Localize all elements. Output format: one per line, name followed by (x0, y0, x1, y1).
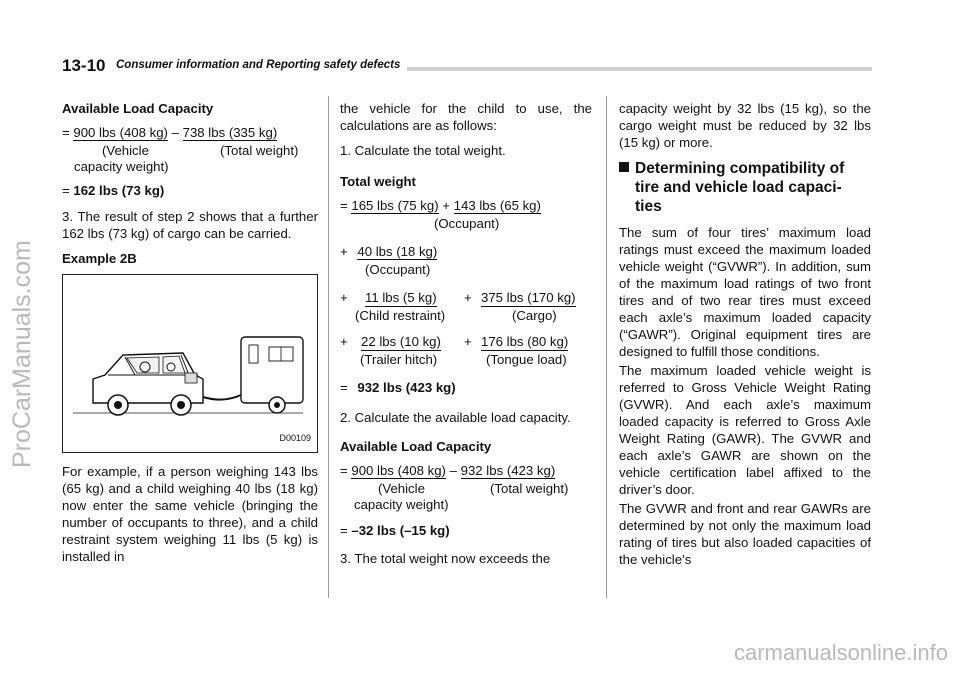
add3b-plus: + (464, 334, 472, 349)
heading-line-3: ties (635, 198, 662, 215)
column-divider (328, 96, 329, 598)
total-value: 932 lbs (423 kg) (357, 380, 456, 395)
eq-caption-2 (62, 158, 318, 174)
eq2-b-caption: (Total weight) (490, 481, 569, 496)
capacity-label: Available Load Capacity (62, 101, 214, 116)
add-line-2 (340, 289, 592, 307)
eq-b-caption: (Total weight) (220, 143, 299, 158)
add1-caption-row (340, 261, 592, 277)
add3-plus: + (340, 334, 348, 349)
intro-paragraph: the vehicle for the child to use, the calculations are as follows: (340, 101, 592, 133)
add-line-1 (340, 243, 592, 261)
add1-plus: + (340, 244, 348, 259)
add1-term: 40 lbs (18 kg) (357, 244, 438, 259)
add1-caption: (Occupant) (365, 262, 431, 277)
add2-term: 11 lbs (5 kg) (365, 290, 437, 305)
eq2-term-b: 932 lbs (423 kg) (460, 463, 556, 478)
eq2-a-caption-2: capacity weight) (354, 497, 449, 512)
footer-watermark: carmanualsonline.info (733, 640, 948, 665)
add2-caption-row (340, 307, 592, 323)
heading-line-1: Determining compatibility of (635, 160, 845, 177)
eq-prefix: = (62, 125, 70, 140)
page-number: 13-10 (62, 56, 106, 75)
column-3 (619, 100, 871, 576)
add-line-3 (340, 333, 592, 351)
tw-term-a: 165 lbs (75 kg) (351, 198, 439, 213)
total-prefix: = (340, 380, 348, 395)
section-title: Consumer information and Reporting safety defects (116, 59, 401, 71)
tw-plus: + (442, 198, 450, 213)
result-prefix: = (62, 183, 70, 198)
result-line-2 (340, 522, 592, 540)
eq2-prefix: = (340, 463, 348, 478)
total-result-line (340, 379, 592, 397)
eq2-caption-2 (340, 496, 592, 512)
tw-caption-row (340, 215, 592, 231)
add2b-term: 375 lbs (170 kg) (481, 290, 576, 305)
add3b-term: 176 lbs (80 kg) (481, 334, 569, 349)
eq-captions (62, 142, 318, 158)
eq2-captions (340, 480, 592, 496)
add3-term: 22 lbs (10 kg) (361, 334, 441, 349)
column-divider (606, 96, 607, 598)
add2-plus: + (340, 290, 348, 305)
eq-minus: – (171, 125, 179, 140)
heading-line-2: tire and vehicle load capaci- (635, 179, 842, 196)
figure-code: D00109 (279, 433, 311, 443)
eq2-minus: – (449, 463, 457, 478)
vehicle-trailer-figure (62, 274, 318, 453)
header-rule (407, 67, 872, 71)
step3-paragraph: 3. The result of step 2 shows that a further 162 lbs (73 kg) of cargo can be carried. (62, 209, 318, 241)
add2b-plus: + (464, 290, 472, 305)
add2-caption: (Child restraint) (355, 308, 446, 323)
column-1 (62, 100, 318, 573)
example-paragraph: For example, if a person weighing 143 lbs (65 kg) and a child weighing 40 lbs (18 kg) now enter the same vehicle (bringing the number of occupants to three), and a child restraint system weighing 11 lbs (5 kg) is installed in (62, 464, 318, 564)
eq-term-b: 738 lbs (335 kg) (182, 125, 278, 140)
result2-prefix: = (340, 523, 348, 538)
step1-text: 1. Calculate the total weight. (340, 143, 506, 158)
eq2-term-a: 900 lbs (408 kg) (351, 463, 446, 478)
tw-prefix: = (340, 198, 348, 213)
eq2-a-caption: (Vehicle (378, 481, 425, 496)
capacity-label-2: Available Load Capacity (340, 439, 492, 454)
result2-value: –32 lbs (–15 kg) (351, 523, 450, 538)
add3-caption: (Trailer hitch) (360, 352, 438, 367)
column-2 (340, 100, 592, 575)
step2-text: 2. Calculate the available load capacity. (340, 410, 571, 425)
section-heading (619, 159, 871, 216)
step3-text: 3. The total weight now exceeds the (340, 551, 551, 566)
eq-a-caption-2: capacity weight) (74, 159, 169, 174)
eq-a-caption: (Vehicle (102, 143, 149, 158)
result-value: 162 lbs (73 kg) (73, 183, 165, 198)
eq-term-a: 900 lbs (408 kg) (73, 125, 168, 140)
page-header (62, 56, 872, 78)
add2b-caption: (Cargo) (512, 308, 557, 323)
tw-term-b: 143 lbs (65 kg) (453, 198, 541, 213)
continued-paragraph: capacity weight by 32 lbs (15 kg), so the cargo weight must be reduced by 32 lbs (15 kg) or more. (619, 101, 871, 150)
capacity-equation (62, 124, 318, 142)
add3b-caption: (Tongue load) (486, 352, 567, 367)
total-line-1 (340, 197, 592, 215)
add3-caption-row (340, 351, 592, 367)
tw-caption: (Occupant) (434, 216, 500, 231)
total-weight-label: Total weight (340, 174, 416, 189)
car-trailer-illustration (63, 275, 317, 452)
side-watermark: ProCarManuals.com (8, 240, 36, 468)
capacity-equation-2 (340, 462, 592, 480)
result-line (62, 182, 318, 200)
tires-paragraph-b: The maximum loaded vehicle weight is referred to Gross Vehicle Weight Rating (GVWR). And each axle’s maximum loaded capacity is referred to Gross Axle Weight Rating (GAWR). The GVWR and each axle’s GAWR are shown on the vehicle certification label affixed to the driver’s door. (619, 363, 871, 497)
example-label: Example 2B (62, 251, 137, 266)
tires-paragraph-a: The sum of four tires’ maximum load ratings must exceed the maximum loaded vehicle weight (“GVWR”). In addition, sum of the maximum load ratings of two front tires and of two rear tires must exceed each axle’s maximum loaded capacity (“GAWR”). Original equipment tires are designed to fulfill those conditions. (619, 225, 871, 359)
tires-paragraph-c: The GVWR and front and rear GAWRs are determined by not only the maximum load rating of tires but also loaded capacities of the vehicle’s (619, 501, 871, 567)
square-bullet-icon (619, 162, 629, 172)
